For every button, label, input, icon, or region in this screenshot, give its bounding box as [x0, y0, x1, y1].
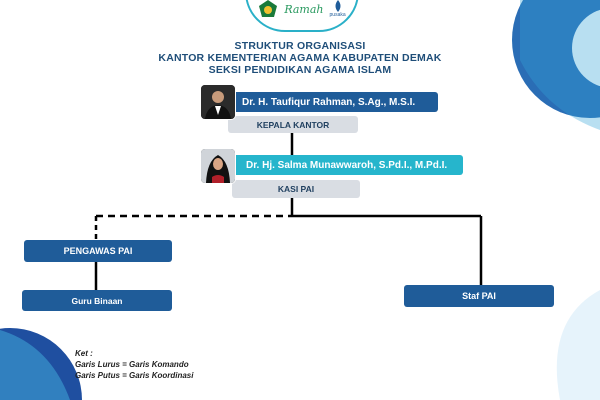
- pusaka-logo-icon: [333, 0, 343, 12]
- kasi-role: KASI PAI: [277, 184, 315, 194]
- pusaka-logo-text: pusaka: [329, 12, 346, 18]
- kepala-photo-avatar: [200, 84, 236, 120]
- pengawas-box: [24, 240, 172, 262]
- legend-solid-line: Garis Lurus = Garis Komando: [75, 360, 189, 369]
- decor-shape-bottom-right: [557, 290, 600, 400]
- kemenag-logo-icon: [258, 0, 278, 19]
- ramah-logo-text: Ramah: [284, 2, 324, 16]
- guru-binaan-label: Guru Binaan: [71, 295, 123, 306]
- legend-dashed-line: Garis Putus = Garis Koordinasi: [75, 371, 194, 380]
- pusaka-logo: [330, 0, 346, 18]
- pengawas-label: PENGAWAS PAI: [63, 246, 133, 256]
- kepala-role-box: [228, 116, 358, 133]
- kasi-role-box: [232, 180, 360, 198]
- person-icon: [201, 149, 235, 183]
- title-line-3: SEKSI PENDIDIKAN AGAMA ISLAM: [208, 64, 392, 76]
- legend-title: Ket :: [75, 349, 93, 358]
- title-line-2: KANTOR KEMENTERIAN AGAMA KABUPATEN DEMAK: [158, 52, 442, 64]
- kasi-name-bar: [228, 155, 463, 175]
- kepala-name: Dr. H. Taufiqur Rahman, S.Ag., M.S.I.: [242, 96, 416, 108]
- kasi-photo-avatar: [200, 148, 236, 184]
- guru-binaan-box: [22, 290, 172, 311]
- staf-box: [404, 285, 554, 307]
- title-line-1: STRUKTUR ORGANISASI: [234, 40, 366, 52]
- kepala-role: KEPALA KANTOR: [256, 119, 330, 130]
- person-icon: [201, 85, 235, 119]
- kasi-name: Dr. Hj. Salma Munawwaroh, S.Pd.I., M.Pd.I.: [246, 159, 448, 171]
- staf-label: Staf PAI: [462, 291, 496, 301]
- kepala-name-bar: [228, 92, 438, 112]
